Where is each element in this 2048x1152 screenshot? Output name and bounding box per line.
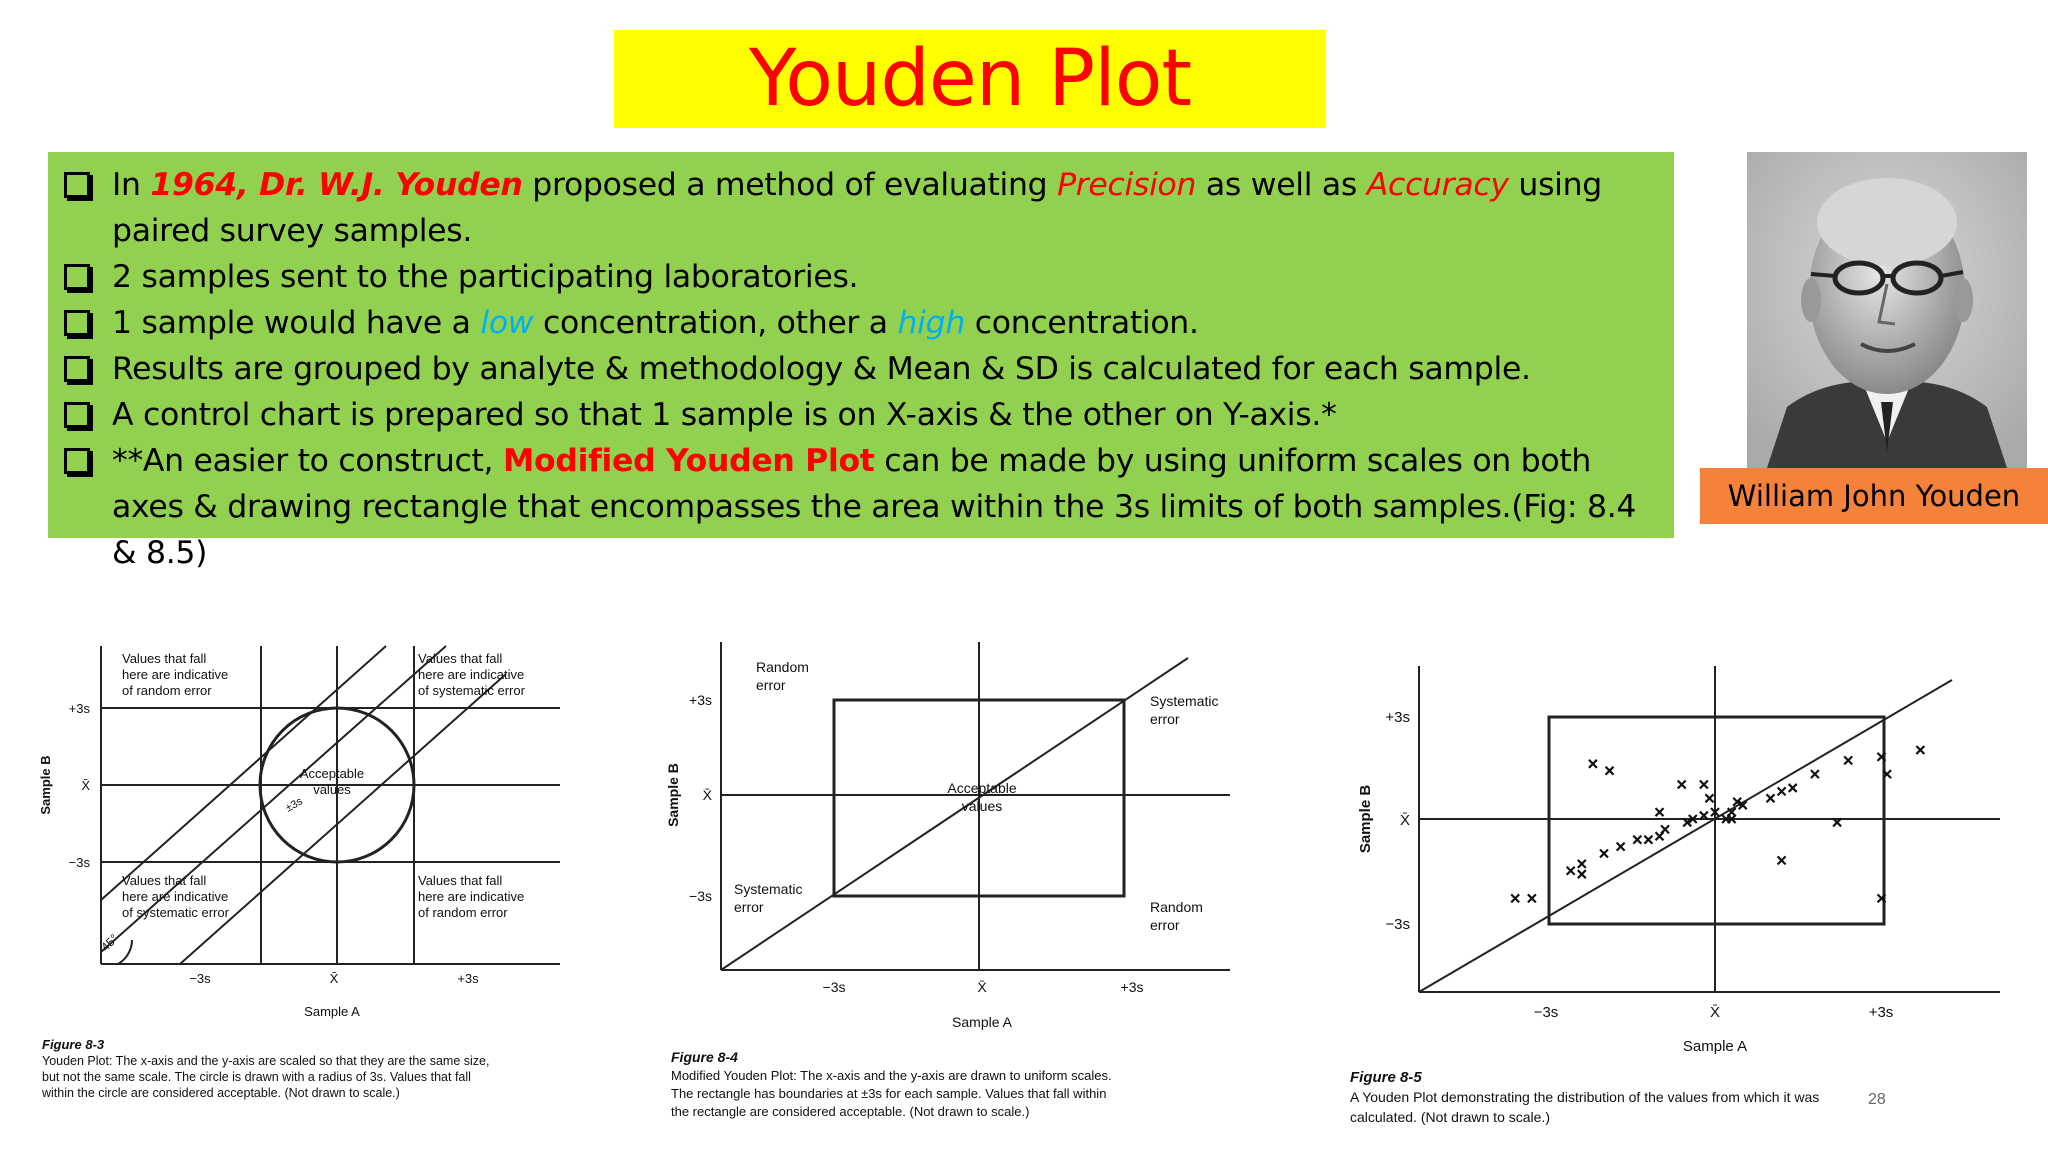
fig5-label: Figure 8-5 [1350,1069,1422,1086]
fig5-data-point [1789,784,1797,792]
fig3-acceptable-2: values [313,782,351,797]
fig4-ylabel: Sample B [665,763,681,827]
fig4-systematic-bl-2: error [734,899,764,915]
fig5-data-point [1578,870,1586,878]
bullet-item: **An easier to construct, Modified Youden Plot can be made by using uniform scales on both axes & drawing rectangle that encompasses the area within the 3s limits of both samples.(Fig: 8.4 & 8.5) [64,438,1662,576]
fig4-systematic-tr-1: Systematic [1150,693,1219,709]
fig5-data-point [1767,794,1775,802]
checkbox-bullet-icon [64,402,90,428]
bullet-item: In 1964, Dr. W.J. Youden proposed a method of evaluating Precision as well as Accuracy using paired survey samples. [64,162,1662,254]
fig5-caption-1: A Youden Plot demonstrating the distribution of the values from which it was [1350,1089,1820,1105]
fig4-random-tl-2: error [756,677,786,693]
fig5-data-point [1633,836,1641,844]
figure-8-4 [660,630,1260,1130]
title-banner [614,30,1326,128]
fig5-xlabel: Sample A [1682,1038,1748,1055]
fig4-xlabel: Sample A [952,1014,1012,1030]
fig3-radius-label: ±3s [283,795,305,815]
fig4-x-tick-plus3s: +3s [1120,979,1144,995]
fig3-caption-3: within the circle are considered acceptable. (Not drawn to scale.) [42,1086,400,1100]
fig3-diagonal-lower [180,674,506,964]
fig5-points [1511,746,1924,902]
fig3-ylabel: Sample B [38,755,53,815]
checkbox-bullet-icon [64,356,90,382]
fig3-angle-label: 45° [98,931,121,955]
fig5-caption-2: calculated. (Not drawn to scale.) [1350,1109,1550,1125]
fig5-data-point [1578,860,1586,868]
fig3-br-note-1: Values that fall [418,873,503,888]
page-title: Youden Plot [748,34,1192,124]
fig5-data-point [1705,794,1713,802]
fig5-data-point [1844,756,1852,764]
checkbox-bullet-icon [64,310,90,336]
checkbox-bullet-icon [64,448,90,474]
fig5-x-tick-mean: X̄ [1709,1004,1721,1021]
fig3-tr-note-2: here are indicative [418,667,525,682]
fig5-y-tick-plus3s: +3s [1385,709,1410,726]
fig3-tr-note-1: Values that fall [418,651,503,666]
fig4-random-br-1: Random [1150,899,1203,915]
fig5-x-tick-minus3s: −3s [1533,1004,1559,1021]
fig5-data-point [1606,767,1614,775]
fig3-acceptable-1: Acceptable [299,766,365,781]
fig3-bl-note-1: Values that fall [122,873,207,888]
fig5-data-point [1567,867,1575,875]
fig5-data-point [1656,808,1664,816]
fig3-tl-note-2: here are indicative [122,667,229,682]
bullet-item: 1 sample would have a low concentration, other a high concentration. [64,300,1662,346]
fig5-y-tick-minus3s: −3s [1385,916,1410,933]
fig5-data-point [1617,843,1625,851]
bullet-item: 2 samples sent to the participating laboratories. [64,254,1662,300]
fig4-caption-1: Modified Youden Plot: The x-axis and the y-axis are drawn to uniform scales. [671,1068,1112,1083]
fig4-systematic-tr-2: error [1150,711,1180,727]
fig4-acceptable-1: Acceptable [947,780,1017,796]
fig3-bl-note-3: of systematic error [122,905,229,920]
fig5-data-point [1589,760,1597,768]
fig5-data-point [1916,746,1924,754]
fig4-acceptable-2: values [961,798,1003,814]
fig3-tl-note-3: of random error [122,683,212,698]
fig5-data-point [1778,787,1786,795]
checkbox-bullet-icon [64,264,90,290]
fig3-y-tick-plus3s: +3s [68,701,90,716]
fig5-data-point [1528,894,1536,902]
fig5-data-point [1644,836,1652,844]
page-number: 28 [1868,1091,1886,1108]
fig3-x-tick-minus3s: −3s [189,971,211,986]
fig4-systematic-bl-1: Systematic [734,881,803,897]
fig5-data-point [1600,850,1608,858]
fig3-label: Figure 8-3 [42,1037,105,1052]
fig4-random-tl-1: Random [756,659,809,675]
fig3-bl-note-2: here are indicative [122,889,229,904]
fig5-data-point [1700,781,1708,789]
fig3-br-note-3: of random error [418,905,508,920]
fig3-x-tick-plus3s: +3s [457,971,479,986]
fig5-data-point [1678,781,1686,789]
fig4-caption-2: The rectangle has boundaries at ±3s for each sample. Values that fall within [671,1086,1107,1101]
fig5-data-point [1811,770,1819,778]
fig3-tl-note-1: Values that fall [122,651,207,666]
fig4-caption-3: the rectangle are considered acceptable. (Not drawn to scale.) [671,1104,1030,1119]
figure-8-3 [40,640,580,1120]
fig4-random-br-2: error [1150,917,1180,933]
fig4-y-tick-plus3s: +3s [689,692,712,708]
portrait-caption: William John Youden [1700,468,2048,524]
fig3-caption-1: Youden Plot: The x-axis and the y-axis are scaled so that they are the same size, [42,1054,490,1068]
fig3-br-note-2: here are indicative [418,889,525,904]
fig3-xlabel: Sample A [304,1004,360,1019]
fig5-data-point [1511,894,1519,902]
fig5-x-tick-plus3s: +3s [1868,1004,1894,1021]
figure-8-5 [1340,650,2020,1140]
fig5-diagonal [1419,680,1952,992]
fig5-data-point [1661,825,1669,833]
fig5-ylabel: Sample B [1357,784,1374,854]
fig4-diagonal [721,658,1188,970]
bullet-panel [48,152,1674,571]
fig4-x-tick-minus3s: −3s [822,979,846,995]
fig3-caption-2: but not the same scale. The circle is drawn with a radius of 3s. Values that fall [42,1070,471,1084]
bullet-item: Results are grouped by analyte & methodology & Mean & SD is calculated for each sample. [64,346,1662,392]
fig3-tr-note-3: of systematic error [418,683,525,698]
checkbox-bullet-icon [64,172,90,198]
fig4-y-tick-mean: X̄ [702,787,712,803]
fig4-x-tick-mean: X̄ [977,979,987,995]
fig4-y-tick-minus3s: −3s [689,888,712,904]
fig3-y-tick-mean: X̄ [81,778,90,793]
fig5-y-tick-mean: X̄ [1399,812,1410,829]
fig5-data-point [1778,856,1786,864]
fig3-y-tick-minus3s: −3s [68,855,90,870]
portrait-photo [1747,152,2027,468]
fig3-x-tick-mean: X̄ [329,971,339,986]
bullet-item: A control chart is prepared so that 1 sample is on X-axis & the other on Y-axis.* [64,392,1662,438]
fig4-label: Figure 8-4 [671,1049,738,1065]
